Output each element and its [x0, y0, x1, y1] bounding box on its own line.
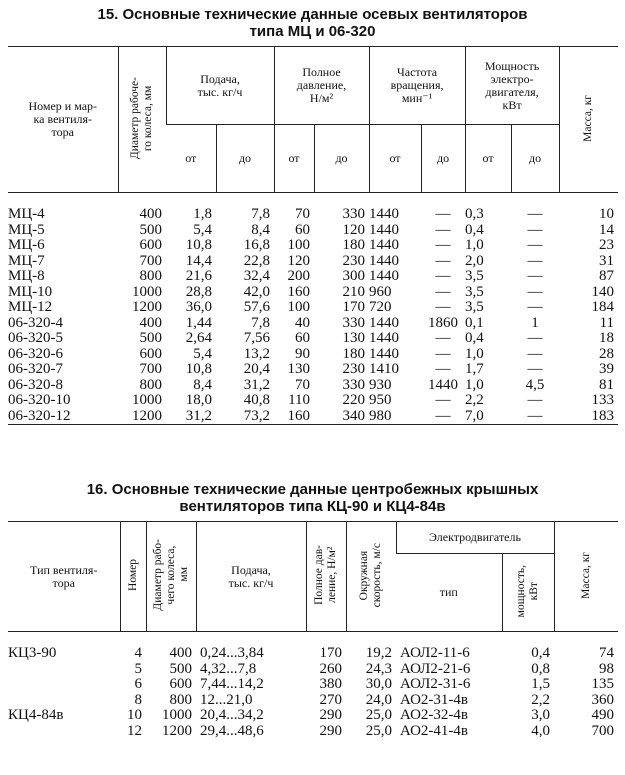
t1-rpm-from: от — [369, 125, 421, 193]
table-cell: 600 — [139, 345, 162, 362]
table-cell: 290 — [319, 707, 342, 724]
table-cell: — — [435, 407, 451, 424]
table-cell: 1860 — [428, 314, 459, 331]
table-cell: 70 — [295, 376, 311, 393]
table-cell: — — [435, 268, 451, 285]
table-row — [8, 254, 618, 270]
table-cell: 06-320-12 — [8, 407, 71, 424]
table-cell: 1440 — [369, 314, 400, 331]
table-cell: 180 — [342, 345, 366, 362]
table-cell: 1440 — [428, 376, 459, 393]
table-cell: 2,2 — [465, 392, 484, 409]
table-cell: 140 — [591, 283, 615, 300]
table-cell: 100 — [287, 299, 311, 316]
table-cell: 0,4 — [531, 645, 550, 662]
table-cell: 5,4 — [193, 221, 212, 238]
table-cell: 500 — [139, 221, 162, 238]
table-cell: — — [435, 330, 451, 347]
table-cell: 42,0 — [243, 283, 271, 300]
table-cell: — — [527, 330, 543, 347]
table-cell: 1410 — [369, 361, 400, 378]
table-cell: 40,8 — [243, 392, 271, 409]
table-cell: — — [435, 206, 451, 223]
table-cell: 800 — [139, 376, 162, 393]
table-cell: 18 — [599, 330, 615, 347]
table-row — [8, 724, 618, 740]
table-cell: 133 — [591, 392, 615, 409]
table-cell: 98 — [599, 660, 614, 677]
table-cell: 500 — [169, 660, 192, 677]
table-cell: — — [527, 237, 543, 254]
table1-title-line2: типа МЦ и 06-320 — [249, 23, 376, 40]
table-cell: 400 — [169, 645, 192, 662]
table-row — [8, 347, 618, 363]
table-cell: 7,44...14,2 — [200, 676, 264, 693]
table-cell: — — [435, 299, 451, 316]
table-cell: 720 — [369, 299, 392, 316]
table-cell: 1,0 — [465, 345, 484, 362]
table-cell: 22,8 — [243, 252, 271, 269]
table2 — [8, 521, 618, 739]
table-cell: 06-320-8 — [8, 376, 63, 393]
table-cell: 1000 — [132, 392, 162, 409]
table-cell: 10 — [599, 206, 615, 223]
table-cell: 90 — [295, 345, 311, 362]
table-cell: 400 — [139, 314, 162, 331]
table-cell: 1200 — [162, 722, 192, 739]
table-cell: — — [435, 392, 451, 409]
table-cell: 70 — [295, 206, 311, 223]
table-cell: 230 — [342, 361, 366, 378]
table-cell: 3,5 — [465, 299, 484, 316]
table-cell: АОЛ2-11-6 — [400, 645, 470, 662]
table-cell: 60 — [295, 330, 311, 347]
t1-header-mass: Масса, кг — [559, 47, 618, 193]
table-cell: 1,8 — [193, 206, 212, 223]
table-cell: 1000 — [162, 707, 192, 724]
table-cell: 28 — [599, 345, 615, 362]
table-cell: 380 — [319, 676, 342, 693]
table-cell: 0,4 — [465, 330, 484, 347]
table-cell: 12 — [127, 722, 142, 739]
table-row — [8, 677, 618, 693]
table-cell: 87 — [599, 268, 615, 285]
table-cell: 8,4 — [251, 221, 271, 238]
t1-header-diameter: Диаметр рабоче- го колеса, мм — [118, 47, 166, 193]
table-cell: — — [435, 252, 451, 269]
table-cell: 0,24...3,84 — [200, 645, 264, 662]
table-cell: 29,4...48,6 — [200, 722, 264, 739]
table-cell: АО2-41-4в — [400, 722, 468, 739]
table-cell: 180 — [342, 237, 366, 254]
table-cell: 1440 — [369, 206, 400, 223]
table-row — [8, 269, 618, 285]
table-cell: 1200 — [132, 407, 162, 424]
table-cell: АОЛ2-21-6 — [400, 660, 471, 677]
table-cell: 960 — [369, 283, 392, 300]
table-cell: МЦ-10 — [8, 283, 53, 300]
table-cell: 0,4 — [465, 221, 484, 238]
t1-header-flow: Подача, тыс. кг/ч — [166, 47, 274, 125]
table-cell: 360 — [591, 691, 614, 708]
table-row — [8, 331, 618, 347]
table-cell: — — [527, 268, 543, 285]
t2-header-motor-type: тип — [396, 554, 502, 632]
table-cell: 16,8 — [243, 237, 271, 254]
table-row — [8, 662, 618, 678]
table-row — [8, 300, 618, 316]
table-cell: АО2-32-4в — [400, 707, 468, 724]
table-cell: 31,2 — [243, 376, 271, 393]
table-cell: 31,2 — [185, 407, 212, 424]
table-cell: 120 — [287, 252, 311, 269]
table-cell: 490 — [591, 707, 614, 724]
table-cell: 340 — [342, 407, 366, 424]
table-cell: 06-320-5 — [8, 330, 63, 347]
table-cell: 06-320-7 — [8, 361, 63, 378]
table-cell: — — [435, 237, 451, 254]
table-cell: 74 — [599, 645, 614, 662]
table-cell: — — [435, 283, 451, 300]
table1-title-line1: 15. Основные технические данные осевых вентиляторов — [97, 6, 528, 23]
t1-header-rpm: Частота вращения, мин⁻¹ — [369, 47, 465, 125]
table-cell: 183 — [591, 407, 615, 424]
table-cell: — — [435, 221, 451, 238]
table1-title — [0, 6, 625, 40]
table-cell: 200 — [287, 268, 311, 285]
table-cell: 28,8 — [185, 283, 212, 300]
table-cell: МЦ-5 — [8, 221, 45, 238]
table-row — [8, 362, 618, 378]
table1 — [8, 46, 618, 431]
table-cell: 800 — [169, 691, 192, 708]
table-row — [8, 378, 618, 394]
t2-header-type: Тип вентиля- тора — [8, 522, 120, 632]
table-cell: 4,5 — [525, 376, 545, 393]
table-cell — [8, 662, 120, 678]
table-cell: 06-320-10 — [8, 392, 71, 409]
table-cell: КЦ4-84в — [8, 707, 64, 724]
t1-power-to: до — [511, 125, 559, 193]
table-cell: 23 — [599, 237, 615, 254]
table-cell: 11 — [599, 314, 615, 331]
table-cell: 57,6 — [243, 299, 271, 316]
table-cell — [8, 677, 120, 693]
table2-title-line2: вентиляторов типа КЦ-90 и КЦ4-84в — [179, 498, 446, 515]
table-cell: — — [527, 345, 543, 362]
table-cell: 14 — [599, 221, 615, 238]
table-cell: 130 — [342, 330, 366, 347]
table-cell: 10 — [127, 707, 142, 724]
table-cell: 4 — [134, 645, 142, 662]
table-cell — [8, 724, 120, 740]
table-cell: 3,5 — [465, 268, 484, 285]
table-cell: 0,3 — [465, 206, 484, 223]
table-cell: 270 — [319, 691, 342, 708]
table-cell: 24,0 — [365, 691, 392, 708]
t1-flow-from: от — [166, 125, 216, 193]
table-cell: 600 — [139, 237, 162, 254]
table-cell: 0,1 — [465, 314, 484, 331]
table-cell: 3,5 — [465, 283, 484, 300]
table-cell: 10,8 — [185, 361, 212, 378]
table-cell: 60 — [295, 221, 311, 238]
table-cell: 700 — [139, 252, 162, 269]
table-cell: 1,7 — [465, 361, 484, 378]
t1-rpm-to: до — [421, 125, 465, 193]
table-row — [8, 393, 618, 409]
table-cell: 700 — [139, 361, 162, 378]
table-cell: 1440 — [369, 237, 400, 254]
table-row — [8, 223, 618, 239]
table-cell: 230 — [342, 252, 366, 269]
table-cell: МЦ-12 — [8, 299, 53, 316]
table-cell: 40 — [295, 314, 311, 331]
table-cell: 21,6 — [185, 268, 212, 285]
t1-pressure-to: до — [314, 125, 369, 193]
table-cell: 330 — [342, 376, 366, 393]
table-cell: 330 — [342, 314, 366, 331]
table-cell: 06-320-4 — [8, 314, 63, 331]
table-cell: 73,2 — [243, 407, 271, 424]
table-cell: 800 — [139, 268, 162, 285]
table-cell: — — [527, 252, 543, 269]
table-cell: 210 — [342, 283, 366, 300]
table-row — [8, 207, 618, 223]
table-cell: 4,32...7,8 — [200, 660, 257, 677]
table-cell: 5,4 — [193, 345, 212, 362]
table-cell: МЦ-8 — [8, 268, 45, 285]
table-cell: — — [527, 361, 543, 378]
table-cell: 1 — [531, 314, 539, 331]
table-cell — [8, 693, 120, 709]
table-cell: — — [527, 206, 543, 223]
table-cell: — — [435, 345, 451, 362]
table-cell: 8,4 — [193, 376, 212, 393]
table-cell: АОЛ2-31-6 — [400, 676, 471, 693]
table-cell: 1,0 — [465, 237, 484, 254]
table-cell: 1440 — [369, 345, 400, 362]
table-cell: 110 — [288, 392, 311, 409]
t1-pressure-from: от — [274, 125, 314, 193]
t2-header-speed: Окружная скорость, м/с — [346, 522, 396, 632]
t1-flow-to: до — [216, 125, 274, 193]
table-cell: МЦ-6 — [8, 237, 45, 254]
table-row — [8, 693, 618, 709]
table-cell: 12...21,0 — [200, 691, 253, 708]
table-cell: 100 — [287, 237, 311, 254]
table-cell: МЦ-4 — [8, 206, 45, 223]
table-cell: 18,0 — [185, 392, 212, 409]
table-cell: 39 — [599, 361, 615, 378]
t2-header-motor-power: мощность, кВт — [502, 554, 554, 632]
table-cell: — — [527, 407, 543, 424]
table-cell: АО2-31-4в — [400, 691, 468, 708]
table-cell: 170 — [342, 299, 366, 316]
t1-header-model: Номер и мар- ка вентиля- тора — [8, 47, 118, 193]
table-cell: 4,0 — [531, 722, 550, 739]
table-cell: — — [527, 392, 543, 409]
table-cell: 1,0 — [465, 376, 484, 393]
table-row — [8, 316, 618, 332]
table-cell: 930 — [369, 376, 392, 393]
table-cell: — — [527, 221, 543, 238]
table-cell: 120 — [342, 221, 366, 238]
table-cell: — — [435, 361, 451, 378]
table-cell: 81 — [599, 376, 615, 393]
table-cell: 14,4 — [185, 252, 212, 269]
table2-title — [0, 481, 625, 515]
table-cell: 135 — [591, 676, 614, 693]
table-cell: 1440 — [369, 221, 400, 238]
table-cell: 1,44 — [185, 314, 212, 331]
table-cell: 7,0 — [465, 407, 484, 424]
table-cell: 500 — [139, 330, 162, 347]
table-cell: 950 — [369, 392, 392, 409]
t1-power-from: от — [465, 125, 511, 193]
table1-body — [8, 193, 618, 432]
t2-header-motor: Электродвигатель — [396, 522, 554, 554]
table-cell: 2,64 — [185, 330, 212, 347]
table-cell: КЦ3-90 — [8, 645, 57, 662]
t2-header-mass: Масса, кг — [554, 522, 618, 632]
table-row — [8, 708, 618, 724]
table-cell: 1200 — [132, 299, 162, 316]
table-cell: 7,8 — [251, 206, 271, 223]
table-cell: 3,0 — [531, 707, 550, 724]
table-cell: 6 — [134, 676, 142, 693]
t2-header-pressure: Полное дав- ление, Н/м² — [306, 522, 346, 632]
t2-header-flow: Подача, тыс. кг/ч — [196, 522, 306, 632]
table-cell: — — [527, 299, 543, 316]
table-cell: 2,2 — [531, 691, 550, 708]
table-cell: 0,8 — [531, 660, 550, 677]
table-cell: 1440 — [369, 252, 400, 269]
table-cell: 32,4 — [243, 268, 271, 285]
table-cell: 300 — [342, 268, 366, 285]
table-cell: 220 — [342, 392, 366, 409]
table-cell: 20,4 — [243, 361, 271, 378]
table-cell: 5 — [134, 660, 142, 677]
table-cell: 1000 — [132, 283, 162, 300]
table-cell: 170 — [319, 645, 342, 662]
table-cell: 36,0 — [185, 299, 212, 316]
table2-body — [8, 632, 618, 740]
table-cell: 290 — [319, 722, 342, 739]
table-cell: 13,2 — [243, 345, 271, 362]
table-cell: 130 — [287, 361, 311, 378]
t2-header-number: Номер — [120, 522, 146, 632]
table-cell: 24,3 — [365, 660, 392, 677]
table-row — [8, 409, 618, 425]
table-cell: 600 — [169, 676, 192, 693]
table-cell: — — [527, 283, 543, 300]
table-cell: 1440 — [369, 330, 400, 347]
table-cell: 10,8 — [185, 237, 212, 254]
t1-header-power: Мощность электро- двигателя, кВт — [465, 47, 559, 125]
table-cell: 19,2 — [365, 645, 392, 662]
table-cell: 400 — [139, 206, 162, 223]
table-cell: 160 — [287, 407, 311, 424]
table-row — [8, 646, 618, 662]
table-cell: 160 — [287, 283, 311, 300]
table-cell: 260 — [319, 660, 342, 677]
table-cell: 1440 — [369, 268, 400, 285]
table-cell: 30,0 — [365, 676, 392, 693]
table-cell: 2,0 — [465, 252, 484, 269]
table-cell: 25,0 — [365, 722, 392, 739]
table-cell: 8 — [134, 691, 142, 708]
table-row — [8, 238, 618, 254]
table-cell: 1,5 — [531, 676, 550, 693]
t1-header-pressure: Полное давление, Н/м² — [274, 47, 369, 125]
table2-title-line1: 16. Основные технические данные центробежных крышных — [86, 481, 539, 498]
table-cell: 184 — [591, 299, 615, 316]
table-cell: 700 — [591, 722, 614, 739]
table-cell: 06-320-6 — [8, 345, 63, 362]
table-cell: 7,8 — [251, 314, 271, 331]
table-cell: 7,56 — [243, 330, 271, 347]
table-cell: 980 — [369, 407, 392, 424]
table-row — [8, 285, 618, 301]
t2-header-diameter: Диаметр рабо- чего колеса, мм — [146, 522, 196, 632]
table-cell: 330 — [342, 206, 366, 223]
table-cell: 20,4...34,2 — [200, 707, 264, 724]
table-cell: 25,0 — [365, 707, 392, 724]
table-cell: 31 — [599, 252, 615, 269]
table-cell: МЦ-7 — [8, 252, 45, 269]
